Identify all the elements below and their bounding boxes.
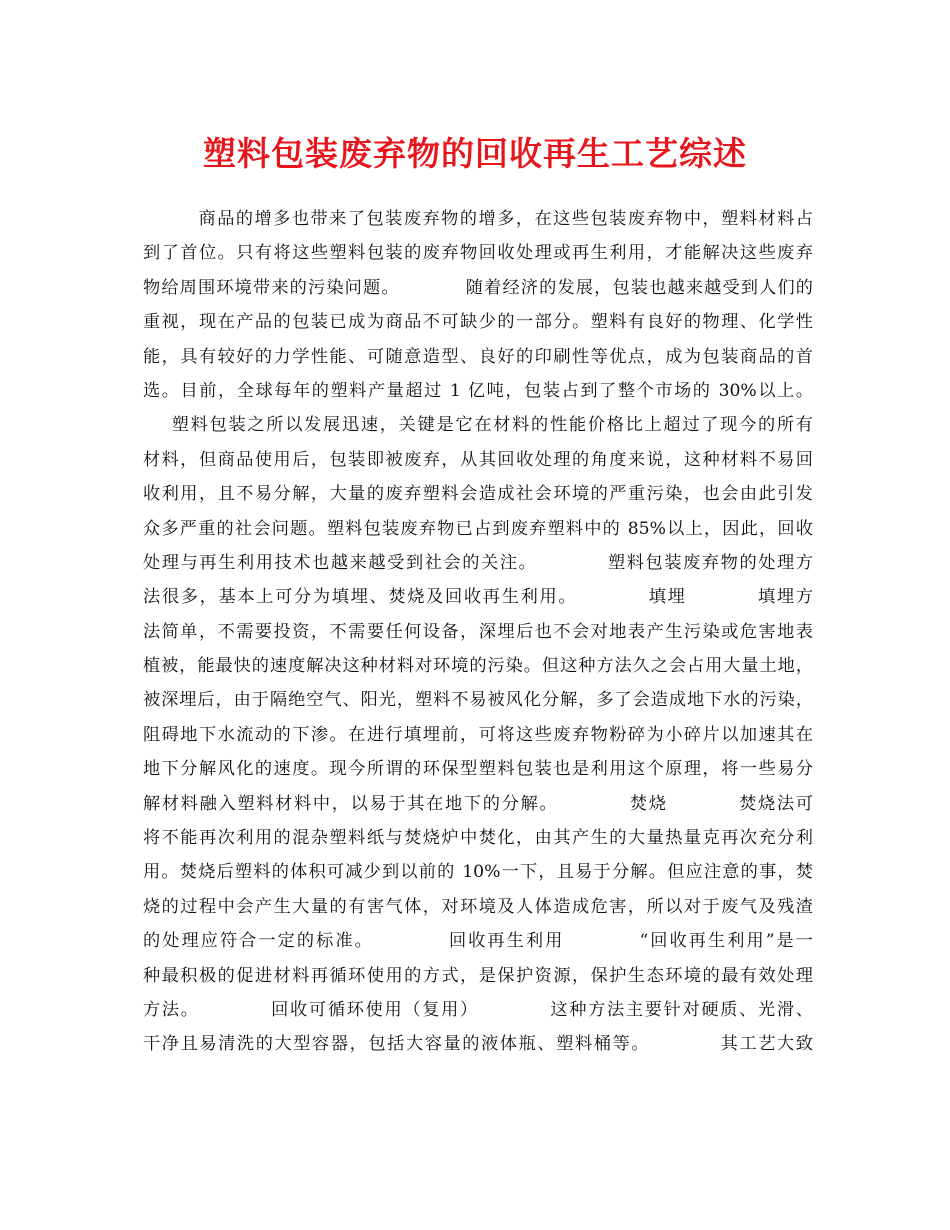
body-text-line: 将不能再次利用的混杂塑料纸与焚烧炉中焚化，由其产生的大量热量克再次充分利: [143, 828, 813, 849]
body-text-line: 被深埋后，由于隔绝空气、阳光，塑料不易被风化分解，多了会造成地下水的污染，: [143, 690, 813, 711]
body-text-line: 干净且易清洗的大型容器，包括大容量的液体瓶、塑料桶等。 其工艺大致: [143, 1034, 813, 1055]
body-text-line: 商品的增多也带来了包装废弃物的增多，在这些包装废弃物中，塑料材料占: [143, 209, 813, 229]
body-text-line: 用。焚烧后塑料的体积可减少到以前的 10%一下，且易于分解。但应注意的事，焚: [143, 862, 813, 883]
body-text-line: 的处理应符合一定的标准。 回收再生利用 “回收再生利用”是一: [143, 931, 813, 952]
body-text-line: 法简单，不需要投资，不需要任何设备，深埋后也不会对地表产生污染或危害地表: [143, 621, 813, 642]
body-text-line: 重视，现在产品的包装已成为商品不可缺少的一部分。塑料有良好的物理、化学性: [143, 312, 813, 333]
body-text-line: 众多严重的社会问题。塑料包装废弃物已占到废弃塑料中的 85%以上，因此，回收: [143, 518, 813, 539]
body-text-line: 处理与再生利用技术也越来越受到社会的关注。 塑料包装废弃物的处理方: [143, 552, 813, 573]
body-text-line: 植被，能最快的速度解决这种材料对环境的污染。但这种方法久之会占用大量土地，: [143, 656, 813, 677]
document-body: [143, 207, 813, 1067]
body-text-line: 材料，但商品使用后，包装即被废弃，从其回收处理的角度来说，这种材料不易回: [143, 449, 813, 470]
body-text-line: 烧的过程中会产生大量的有害气体，对环境及人体造成危害，所以对于废气及残渣: [143, 896, 813, 917]
body-text-line: 方法。 回收可循环使用（复用） 这种方法主要针对硬质、光滑、: [143, 999, 813, 1020]
body-text-line: 地下分解风化的速度。现今所谓的环保型塑料包装也是利用这个原理，将一些易分: [143, 759, 813, 780]
body-text-line: 能，具有较好的力学性能、可随意造型、良好的印刷性等优点，成为包装商品的首: [143, 346, 813, 367]
body-text-line: 塑料包装之所以发展迅速，关键是它在材料的性能价格比上超过了现今的所有: [143, 415, 813, 436]
body-text-line: 种最积极的促进材料再循环使用的方式，是保护资源，保护生态环境的最有效处理: [143, 965, 813, 986]
body-text-line: 收利用，且不易分解，大量的废弃塑料会造成社会环境的严重污染，也会由此引发: [143, 484, 813, 505]
document-title: 塑料包装废弃物的回收再生工艺综述: [203, 134, 747, 173]
body-text-line: 阻碍地下水流动的下渗。在进行填埋前，可将这些废弃物粉碎为小碎片以加速其在: [143, 724, 813, 745]
body-text-line: 法很多，基本上可分为填埋、焚烧及回收再生利用。 填埋 填埋方: [143, 587, 813, 608]
body-text-line: 物给周围环境带来的污染问题。 随着经济的发展，包装也越来越受到人们的: [143, 277, 813, 298]
body-text-line: 到了首位。只有将这些塑料包装的废弃物回收处理或再生利用，才能解决这些废弃: [143, 243, 813, 264]
body-text-line: 选。目前，全球每年的塑料产量超过 1 亿吨，包装占到了整个市场的 30%以上。: [143, 380, 813, 401]
body-text-line: 解材料融入塑料材料中，以易于其在地下的分解。 焚烧 焚烧法可: [143, 793, 813, 814]
